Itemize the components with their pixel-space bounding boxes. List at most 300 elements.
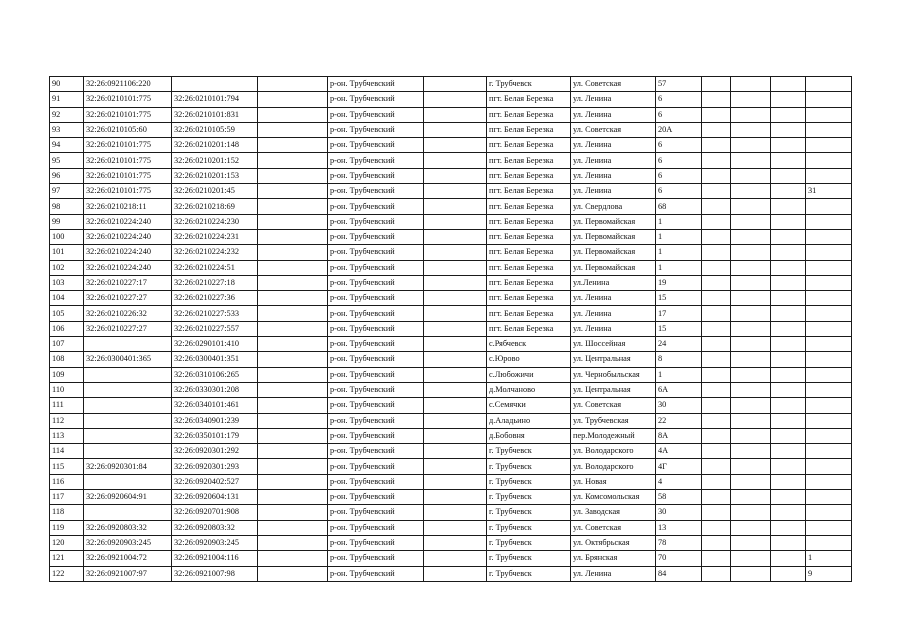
empty-cell — [424, 566, 487, 581]
cadastral-number-cell — [84, 337, 172, 352]
table-row — [50, 229, 852, 244]
house-number-cell: 15 — [656, 291, 702, 306]
empty-cell — [424, 321, 487, 336]
house-number-cell: 4 — [656, 474, 702, 489]
empty-cell — [424, 245, 487, 260]
empty-cell — [702, 77, 731, 92]
empty-cell — [771, 505, 806, 520]
empty-cell — [771, 122, 806, 137]
empty-cell — [258, 153, 328, 168]
row-number-cell: 99 — [50, 214, 84, 229]
empty-cell — [424, 168, 487, 183]
empty-cell — [731, 260, 771, 275]
street-cell: ул. Ленина — [571, 184, 656, 199]
empty-cell — [771, 535, 806, 550]
district-cell: р-он. Трубчевский — [328, 551, 424, 566]
empty-cell — [731, 474, 771, 489]
house-number-cell: 68 — [656, 199, 702, 214]
empty-cell — [702, 291, 731, 306]
empty-cell — [771, 474, 806, 489]
empty-cell — [424, 520, 487, 535]
house-number-cell: 6А — [656, 382, 702, 397]
empty-cell — [731, 337, 771, 352]
settlement-cell: г. Трубчевск — [487, 520, 571, 535]
house-number-cell: 1 — [656, 245, 702, 260]
empty-cell — [731, 92, 771, 107]
empty-cell — [424, 398, 487, 413]
empty-cell — [702, 168, 731, 183]
apartment-cell — [806, 291, 852, 306]
empty-cell — [702, 138, 731, 153]
table-row — [50, 337, 852, 352]
empty-cell — [771, 291, 806, 306]
street-cell: пер.Молодежный — [571, 428, 656, 443]
object-cadastral-number-cell: 32:26:0340101:461 — [172, 398, 258, 413]
table-row — [50, 474, 852, 489]
object-cadastral-number-cell: 32:26:0210105:59 — [172, 122, 258, 137]
table-body — [50, 77, 852, 582]
row-number-cell: 114 — [50, 444, 84, 459]
district-cell: р-он. Трубчевский — [328, 275, 424, 290]
cadastral-number-cell: 32:26:0210101:775 — [84, 92, 172, 107]
object-cadastral-number-cell: 32:26:0210224:51 — [172, 260, 258, 275]
apartment-cell — [806, 367, 852, 382]
empty-cell — [702, 184, 731, 199]
apartment-cell — [806, 428, 852, 443]
object-cadastral-number-cell: 32:26:0920301:292 — [172, 444, 258, 459]
district-cell: р-он. Трубчевский — [328, 260, 424, 275]
apartment-cell — [806, 444, 852, 459]
row-number-cell: 106 — [50, 321, 84, 336]
settlement-cell: д.Бобовня — [487, 428, 571, 443]
row-number-cell: 109 — [50, 367, 84, 382]
empty-cell — [424, 306, 487, 321]
empty-cell — [702, 505, 731, 520]
empty-cell — [771, 184, 806, 199]
empty-cell — [424, 337, 487, 352]
empty-cell — [731, 107, 771, 122]
street-cell: ул.Ленина — [571, 275, 656, 290]
empty-cell — [258, 107, 328, 122]
empty-cell — [424, 474, 487, 489]
district-cell: р-он. Трубчевский — [328, 520, 424, 535]
empty-cell — [258, 398, 328, 413]
empty-cell — [702, 92, 731, 107]
district-cell: р-он. Трубчевский — [328, 184, 424, 199]
empty-cell — [424, 229, 487, 244]
street-cell: ул. Ленина — [571, 566, 656, 581]
empty-cell — [771, 92, 806, 107]
table-row — [50, 428, 852, 443]
empty-cell — [771, 306, 806, 321]
empty-cell — [731, 306, 771, 321]
apartment-cell — [806, 138, 852, 153]
settlement-cell: г. Трубчевск — [487, 566, 571, 581]
empty-cell — [258, 382, 328, 397]
empty-cell — [424, 199, 487, 214]
settlement-cell: г. Трубчевск — [487, 535, 571, 550]
house-number-cell: 15 — [656, 321, 702, 336]
apartment-cell — [806, 505, 852, 520]
settlement-cell: пгт. Белая Березка — [487, 199, 571, 214]
empty-cell — [424, 428, 487, 443]
district-cell: р-он. Трубчевский — [328, 107, 424, 122]
cadastral-number-cell: 32:26:0920903:245 — [84, 535, 172, 550]
settlement-cell: пгт. Белая Березка — [487, 291, 571, 306]
empty-cell — [731, 444, 771, 459]
settlement-cell: пгт. Белая Березка — [487, 245, 571, 260]
empty-cell — [424, 184, 487, 199]
table-row — [50, 520, 852, 535]
table-row — [50, 291, 852, 306]
empty-cell — [424, 535, 487, 550]
district-cell: р-он. Трубчевский — [328, 153, 424, 168]
district-cell: р-он. Трубчевский — [328, 413, 424, 428]
settlement-cell: г. Трубчевск — [487, 474, 571, 489]
cadastral-number-cell — [84, 505, 172, 520]
street-cell: ул. Ленина — [571, 168, 656, 183]
row-number-cell: 117 — [50, 490, 84, 505]
apartment-cell — [806, 275, 852, 290]
cadastral-number-cell: 32:26:0920604:91 — [84, 490, 172, 505]
street-cell: ул. Шоссейная — [571, 337, 656, 352]
district-cell: р-он. Трубчевский — [328, 382, 424, 397]
empty-cell — [424, 444, 487, 459]
apartment-cell — [806, 168, 852, 183]
house-number-cell: 13 — [656, 520, 702, 535]
street-cell: ул. Ленина — [571, 107, 656, 122]
district-cell: р-он. Трубчевский — [328, 398, 424, 413]
empty-cell — [731, 291, 771, 306]
apartment-cell — [806, 413, 852, 428]
empty-cell — [731, 520, 771, 535]
empty-cell — [731, 321, 771, 336]
empty-cell — [424, 107, 487, 122]
empty-cell — [731, 367, 771, 382]
street-cell: ул. Володарского — [571, 444, 656, 459]
settlement-cell: пгт. Белая Березка — [487, 122, 571, 137]
house-number-cell: 17 — [656, 306, 702, 321]
empty-cell — [731, 122, 771, 137]
district-cell: р-он. Трубчевский — [328, 229, 424, 244]
empty-cell — [771, 107, 806, 122]
district-cell: р-он. Трубчевский — [328, 245, 424, 260]
row-number-cell: 116 — [50, 474, 84, 489]
empty-cell — [258, 337, 328, 352]
table-row — [50, 199, 852, 214]
empty-cell — [258, 229, 328, 244]
empty-cell — [258, 321, 328, 336]
apartment-cell — [806, 535, 852, 550]
empty-cell — [771, 199, 806, 214]
cadastral-number-cell — [84, 444, 172, 459]
object-cadastral-number-cell: 32:26:0210224:230 — [172, 214, 258, 229]
object-cadastral-number-cell: 32:26:0210201:152 — [172, 153, 258, 168]
cadastral-number-cell: 32:26:0210105:60 — [84, 122, 172, 137]
settlement-cell: пгт. Белая Березка — [487, 306, 571, 321]
row-number-cell: 110 — [50, 382, 84, 397]
house-number-cell: 58 — [656, 490, 702, 505]
empty-cell — [702, 459, 731, 474]
row-number-cell: 100 — [50, 229, 84, 244]
empty-cell — [771, 260, 806, 275]
district-cell: р-он. Трубчевский — [328, 444, 424, 459]
district-cell: р-он. Трубчевский — [328, 138, 424, 153]
empty-cell — [771, 566, 806, 581]
street-cell: ул. Октябрьская — [571, 535, 656, 550]
empty-cell — [258, 566, 328, 581]
house-number-cell: 1 — [656, 367, 702, 382]
empty-cell — [702, 382, 731, 397]
house-number-cell: 57 — [656, 77, 702, 92]
settlement-cell: г. Трубчевск — [487, 444, 571, 459]
apartment-cell — [806, 229, 852, 244]
house-number-cell: 30 — [656, 398, 702, 413]
empty-cell — [702, 245, 731, 260]
house-number-cell: 6 — [656, 138, 702, 153]
house-number-cell: 6 — [656, 92, 702, 107]
street-cell: ул. Свердлова — [571, 199, 656, 214]
house-number-cell: 8 — [656, 352, 702, 367]
settlement-cell: пгт. Белая Березка — [487, 321, 571, 336]
cadastral-number-cell: 32:26:0210101:775 — [84, 138, 172, 153]
row-number-cell: 112 — [50, 413, 84, 428]
row-number-cell: 104 — [50, 291, 84, 306]
object-cadastral-number-cell: 32:26:0210201:153 — [172, 168, 258, 183]
empty-cell — [702, 398, 731, 413]
row-number-cell: 115 — [50, 459, 84, 474]
row-number-cell: 111 — [50, 398, 84, 413]
empty-cell — [731, 505, 771, 520]
house-number-cell: 6 — [656, 184, 702, 199]
apartment-cell — [806, 352, 852, 367]
empty-cell — [771, 413, 806, 428]
settlement-cell: пгт. Белая Березка — [487, 153, 571, 168]
empty-cell — [702, 229, 731, 244]
empty-cell — [424, 505, 487, 520]
empty-cell — [424, 122, 487, 137]
table-row — [50, 444, 852, 459]
settlement-cell: г. Трубчевск — [487, 551, 571, 566]
table-row — [50, 505, 852, 520]
district-cell: р-он. Трубчевский — [328, 321, 424, 336]
street-cell: ул. Первомайская — [571, 245, 656, 260]
object-cadastral-number-cell: 32:26:0920301:293 — [172, 459, 258, 474]
table-row — [50, 321, 852, 336]
empty-cell — [258, 352, 328, 367]
apartment-cell — [806, 199, 852, 214]
street-cell: ул. Ленина — [571, 306, 656, 321]
object-cadastral-number-cell: 32:26:0920604:131 — [172, 490, 258, 505]
table-row — [50, 107, 852, 122]
empty-cell — [731, 168, 771, 183]
apartment-cell — [806, 260, 852, 275]
table-row — [50, 260, 852, 275]
settlement-cell: с.Рябчевск — [487, 337, 571, 352]
apartment-cell — [806, 321, 852, 336]
empty-cell — [258, 520, 328, 535]
settlement-cell: г. Трубчевск — [487, 77, 571, 92]
object-cadastral-number-cell: 32:26:0921004:116 — [172, 551, 258, 566]
street-cell: ул. Центральная — [571, 352, 656, 367]
empty-cell — [731, 398, 771, 413]
district-cell: р-он. Трубчевский — [328, 535, 424, 550]
house-number-cell: 84 — [656, 566, 702, 581]
settlement-cell: пгт. Белая Березка — [487, 275, 571, 290]
cadastral-number-cell — [84, 428, 172, 443]
district-cell: р-он. Трубчевский — [328, 505, 424, 520]
row-number-cell: 113 — [50, 428, 84, 443]
empty-cell — [702, 551, 731, 566]
street-cell: ул. Советская — [571, 122, 656, 137]
empty-cell — [424, 551, 487, 566]
apartment-cell — [806, 382, 852, 397]
house-number-cell: 22 — [656, 413, 702, 428]
empty-cell — [702, 153, 731, 168]
house-number-cell: 19 — [656, 275, 702, 290]
district-cell: р-он. Трубчевский — [328, 367, 424, 382]
empty-cell — [702, 367, 731, 382]
table-row — [50, 352, 852, 367]
settlement-cell: пгт. Белая Березка — [487, 138, 571, 153]
empty-cell — [731, 566, 771, 581]
street-cell: ул. Ленина — [571, 291, 656, 306]
table-row — [50, 306, 852, 321]
street-cell: ул. Первомайская — [571, 229, 656, 244]
empty-cell — [258, 413, 328, 428]
cadastral-number-cell: 32:26:0210227:27 — [84, 291, 172, 306]
house-number-cell: 8А — [656, 428, 702, 443]
object-cadastral-number-cell: 32:26:0210201:45 — [172, 184, 258, 199]
row-number-cell: 121 — [50, 551, 84, 566]
empty-cell — [731, 352, 771, 367]
table-row — [50, 551, 852, 566]
empty-cell — [731, 535, 771, 550]
empty-cell — [424, 138, 487, 153]
empty-cell — [771, 245, 806, 260]
empty-cell — [731, 428, 771, 443]
empty-cell — [424, 153, 487, 168]
table-row — [50, 367, 852, 382]
empty-cell — [258, 535, 328, 550]
cadastral-number-cell: 32:26:0210101:775 — [84, 107, 172, 122]
object-cadastral-number-cell: 32:26:0210227:18 — [172, 275, 258, 290]
table-row — [50, 490, 852, 505]
empty-cell — [258, 77, 328, 92]
street-cell: ул. Трубчевская — [571, 413, 656, 428]
table-row — [50, 245, 852, 260]
empty-cell — [731, 245, 771, 260]
empty-cell — [702, 413, 731, 428]
empty-cell — [771, 352, 806, 367]
table-row — [50, 138, 852, 153]
settlement-cell: пгт. Белая Березка — [487, 184, 571, 199]
empty-cell — [258, 367, 328, 382]
district-cell: р-он. Трубчевский — [328, 214, 424, 229]
object-cadastral-number-cell: 32:26:0210101:831 — [172, 107, 258, 122]
apartment-cell — [806, 459, 852, 474]
empty-cell — [424, 77, 487, 92]
object-cadastral-number-cell: 32:26:0330301:208 — [172, 382, 258, 397]
empty-cell — [771, 337, 806, 352]
cadastral-number-cell: 32:26:0210224:240 — [84, 260, 172, 275]
table-row — [50, 535, 852, 550]
empty-cell — [771, 367, 806, 382]
street-cell: ул. Центральная — [571, 382, 656, 397]
object-cadastral-number-cell: 32:26:0210227:557 — [172, 321, 258, 336]
empty-cell — [702, 428, 731, 443]
apartment-cell — [806, 77, 852, 92]
empty-cell — [771, 398, 806, 413]
empty-cell — [258, 92, 328, 107]
settlement-cell: пгт. Белая Березка — [487, 92, 571, 107]
cadastral-number-cell: 32:26:0921007:97 — [84, 566, 172, 581]
object-cadastral-number-cell: 32:26:0210201:148 — [172, 138, 258, 153]
cadastral-number-cell: 32:26:0210101:775 — [84, 184, 172, 199]
house-number-cell: 1 — [656, 229, 702, 244]
district-cell: р-он. Трубчевский — [328, 566, 424, 581]
district-cell: р-он. Трубчевский — [328, 77, 424, 92]
empty-cell — [731, 229, 771, 244]
object-cadastral-number-cell — [172, 77, 258, 92]
settlement-cell: пгт. Белая Березка — [487, 260, 571, 275]
cadastral-number-cell: 32:26:0210227:27 — [84, 321, 172, 336]
street-cell: ул. Заводская — [571, 505, 656, 520]
empty-cell — [702, 566, 731, 581]
empty-cell — [424, 367, 487, 382]
apartment-cell — [806, 306, 852, 321]
row-number-cell: 119 — [50, 520, 84, 535]
cadastral-number-cell — [84, 382, 172, 397]
settlement-cell: пгт. Белая Березка — [487, 168, 571, 183]
settlement-cell: с.Юрово — [487, 352, 571, 367]
cadastral-number-cell: 32:26:0210224:240 — [84, 229, 172, 244]
object-cadastral-number-cell: 32:26:0300401:351 — [172, 352, 258, 367]
row-number-cell: 108 — [50, 352, 84, 367]
street-cell: ул. Первомайская — [571, 214, 656, 229]
street-cell: ул. Ленина — [571, 138, 656, 153]
table-row — [50, 184, 852, 199]
object-cadastral-number-cell: 32:26:0310106:265 — [172, 367, 258, 382]
row-number-cell: 94 — [50, 138, 84, 153]
cadastral-number-cell: 32:26:0210224:240 — [84, 214, 172, 229]
apartment-cell: 1 — [806, 551, 852, 566]
row-number-cell: 97 — [50, 184, 84, 199]
cadastral-number-cell — [84, 398, 172, 413]
apartment-cell — [806, 214, 852, 229]
row-number-cell: 122 — [50, 566, 84, 581]
empty-cell — [424, 260, 487, 275]
empty-cell — [424, 459, 487, 474]
street-cell: ул. Советская — [571, 520, 656, 535]
object-cadastral-number-cell: 32:26:0920402:527 — [172, 474, 258, 489]
empty-cell — [258, 260, 328, 275]
settlement-cell: д.Аладьино — [487, 413, 571, 428]
row-number-cell: 93 — [50, 122, 84, 137]
object-cadastral-number-cell: 32:26:0210227:533 — [172, 306, 258, 321]
empty-cell — [771, 77, 806, 92]
empty-cell — [731, 413, 771, 428]
empty-cell — [731, 184, 771, 199]
cadastral-number-cell: 32:26:0920301:84 — [84, 459, 172, 474]
empty-cell — [771, 214, 806, 229]
row-number-cell: 98 — [50, 199, 84, 214]
settlement-cell: пгт. Белая Березка — [487, 214, 571, 229]
row-number-cell: 91 — [50, 92, 84, 107]
empty-cell — [424, 382, 487, 397]
empty-cell — [771, 321, 806, 336]
empty-cell — [258, 459, 328, 474]
